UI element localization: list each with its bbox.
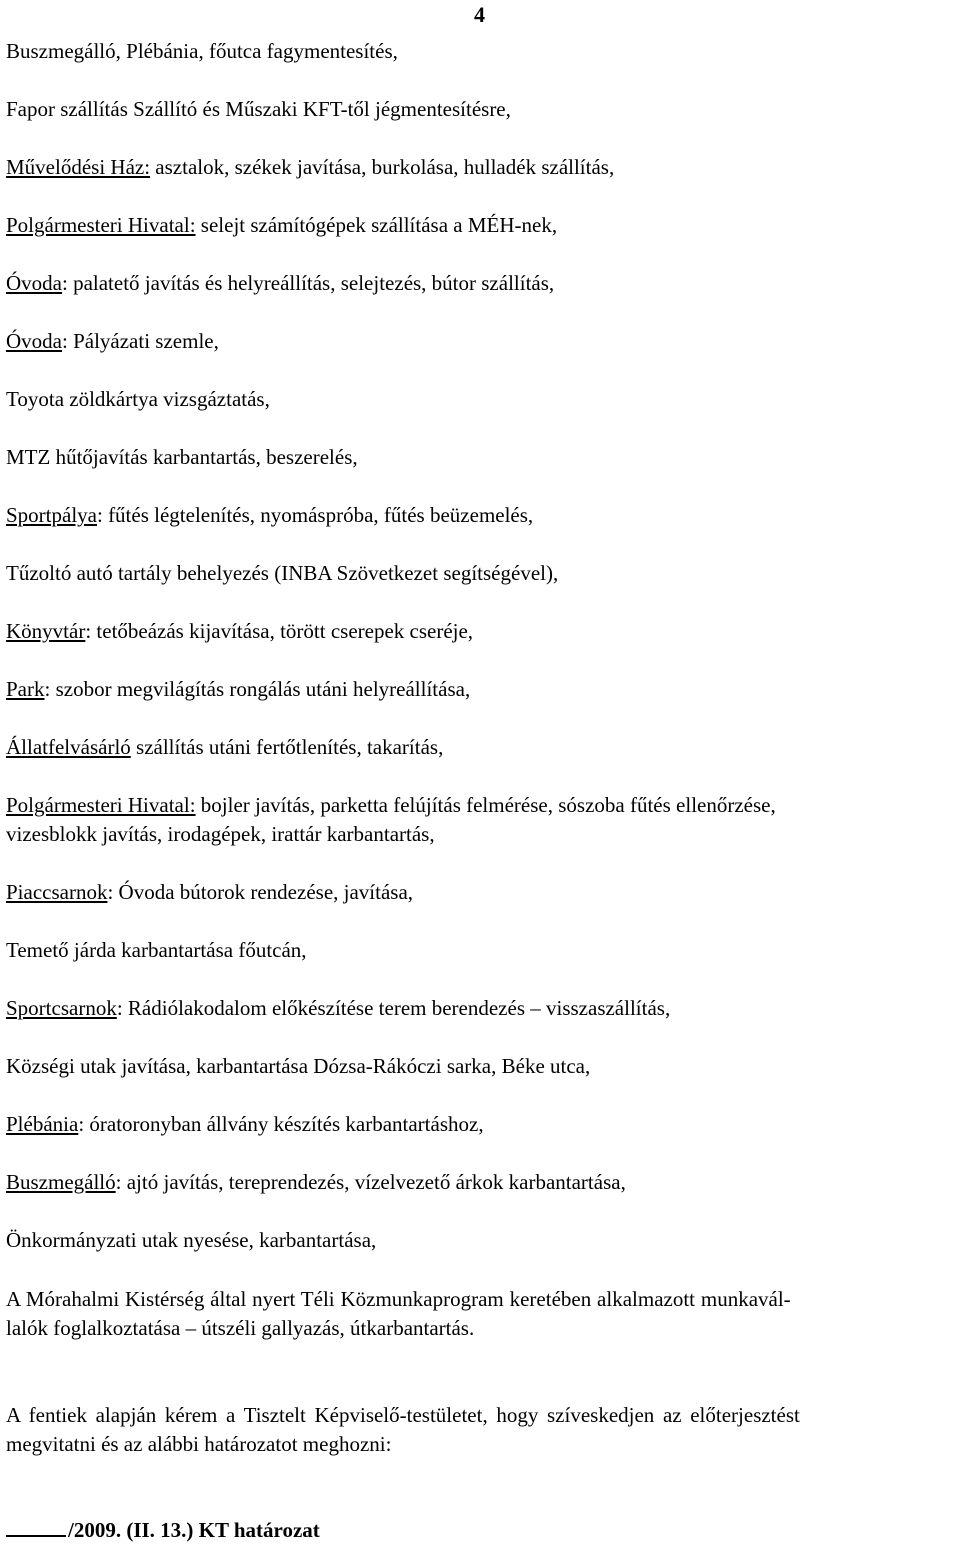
list-item — [6, 994, 670, 1022]
item-text: bojler javítás, parketta felújítás felmérése, sószoba fűtés ellenőrzése, — [195, 793, 776, 817]
item-text: : tetőbeázás kijavítása, törött cserepek cseréje, — [85, 619, 474, 643]
list-item — [6, 1110, 484, 1138]
list-item — [6, 1052, 590, 1080]
list-item-continuation: vizesblokk javítás, irodagépek, irattár karbantartás, — [6, 822, 435, 846]
item-label: Piaccsarnok — [6, 880, 108, 904]
page-number: 4 — [474, 2, 485, 27]
item-label: Sportcsarnok — [6, 996, 117, 1020]
item-text: : Rádiólakodalom előkészítése terem berendezés – visszaszállítás, — [116, 996, 671, 1020]
list-item — [6, 559, 558, 587]
list-item — [6, 791, 776, 819]
program-paragraph-line1: A Mórahalmi Kistérség által nyert Téli Közmunkaprogram keretében alkalmazott munkavál- — [6, 1287, 791, 1311]
item-text: : palatető javítás és helyreállítás, selejtezés, bútor szállítás, — [62, 271, 555, 295]
item-label: Park — [6, 677, 45, 701]
item-text: Temető járda karbantartása főutcán, — [6, 938, 307, 962]
item-label: Könyvtár — [6, 619, 86, 643]
item-text: Önkormányzati utak nyesése, karbantartása, — [6, 1228, 377, 1252]
item-text: asztalok, székek javítása, burkolása, hulladék szállítás, — [150, 155, 615, 179]
list-item — [6, 95, 511, 123]
item-text: Buszmegálló, Plébánia, főutca fagymentesítés, — [6, 39, 398, 63]
list-item — [6, 385, 270, 413]
item-label: Óvoda — [6, 329, 62, 353]
item-label: Polgármesteri Hivatal: — [6, 213, 196, 237]
request-paragraph-line1: A fentiek alapján kérem a Tisztelt Képviselő-testületet, hogy szíveskedjen az előterjesztést — [6, 1403, 800, 1427]
list-item — [6, 1226, 376, 1254]
list-item — [6, 501, 533, 529]
list-item — [6, 936, 307, 964]
item-text: : Óvoda bútorok rendezése, javítása, — [107, 880, 414, 904]
item-label: Plébánia — [6, 1112, 79, 1136]
list-item — [6, 878, 413, 906]
list-item — [6, 443, 358, 471]
item-text: : fűtés légtelenítés, nyomáspróba, fűtés beüzemelés, — [96, 503, 534, 527]
request-paragraph-line2: megvitatni és az alábbi határozatot meghozni: — [6, 1432, 392, 1456]
resolution-title-text: /2009. (II. 13.) KT határozat — [68, 1518, 320, 1542]
list-item — [6, 1168, 626, 1196]
item-text: Tűzoltó autó tartály behelyezés (INBA Szövetkezet segítségével), — [6, 561, 559, 585]
item-text: szállítás utáni fertőtlenítés, takarítás, — [130, 735, 444, 759]
item-label: Óvoda — [6, 271, 62, 295]
list-item — [6, 37, 398, 65]
list-item — [6, 211, 557, 239]
list-item — [6, 153, 614, 181]
item-text: MTZ hűtőjavítás karbantartás, beszerelés, — [6, 445, 358, 469]
item-label: Sportpálya — [6, 503, 97, 527]
item-label: Buszmegálló — [6, 1170, 116, 1194]
item-label: Állatfelvásárló — [6, 735, 131, 759]
list-item — [6, 675, 470, 703]
number-blank-line — [6, 1515, 66, 1537]
list-item — [6, 617, 473, 645]
item-text: : óratoronyban állvány készítés karbantartáshoz, — [78, 1112, 484, 1136]
item-text: Fapor szállítás Szállító és Műszaki KFT-től jégmentesítésre, — [6, 97, 511, 121]
list-item — [6, 733, 443, 761]
item-text: : ajtó javítás, tereprendezés, vízelvezető árkok karbantartása, — [115, 1170, 626, 1194]
item-label: Művelődési Ház: — [6, 155, 151, 179]
item-text: Községi utak javítása, karbantartása Dózsa-Rákóczi sarka, Béke utca, — [6, 1054, 591, 1078]
program-paragraph-line2: lalók foglalkoztatása – útszéli gallyazás, útkarbantartás. — [6, 1316, 475, 1340]
item-label: Polgármesteri Hivatal: — [6, 793, 196, 817]
item-text: : szobor megvilágítás rongálás utáni helyreállítása, — [44, 677, 471, 701]
resolution-title — [6, 1515, 320, 1544]
list-item — [6, 327, 219, 355]
list-item — [6, 269, 554, 297]
item-text: Toyota zöldkártya vizsgáztatás, — [6, 387, 270, 411]
item-text: selejt számítógépek szállítása a MÉH-nek, — [195, 213, 558, 237]
item-text: : Pályázati szemle, — [62, 329, 219, 353]
